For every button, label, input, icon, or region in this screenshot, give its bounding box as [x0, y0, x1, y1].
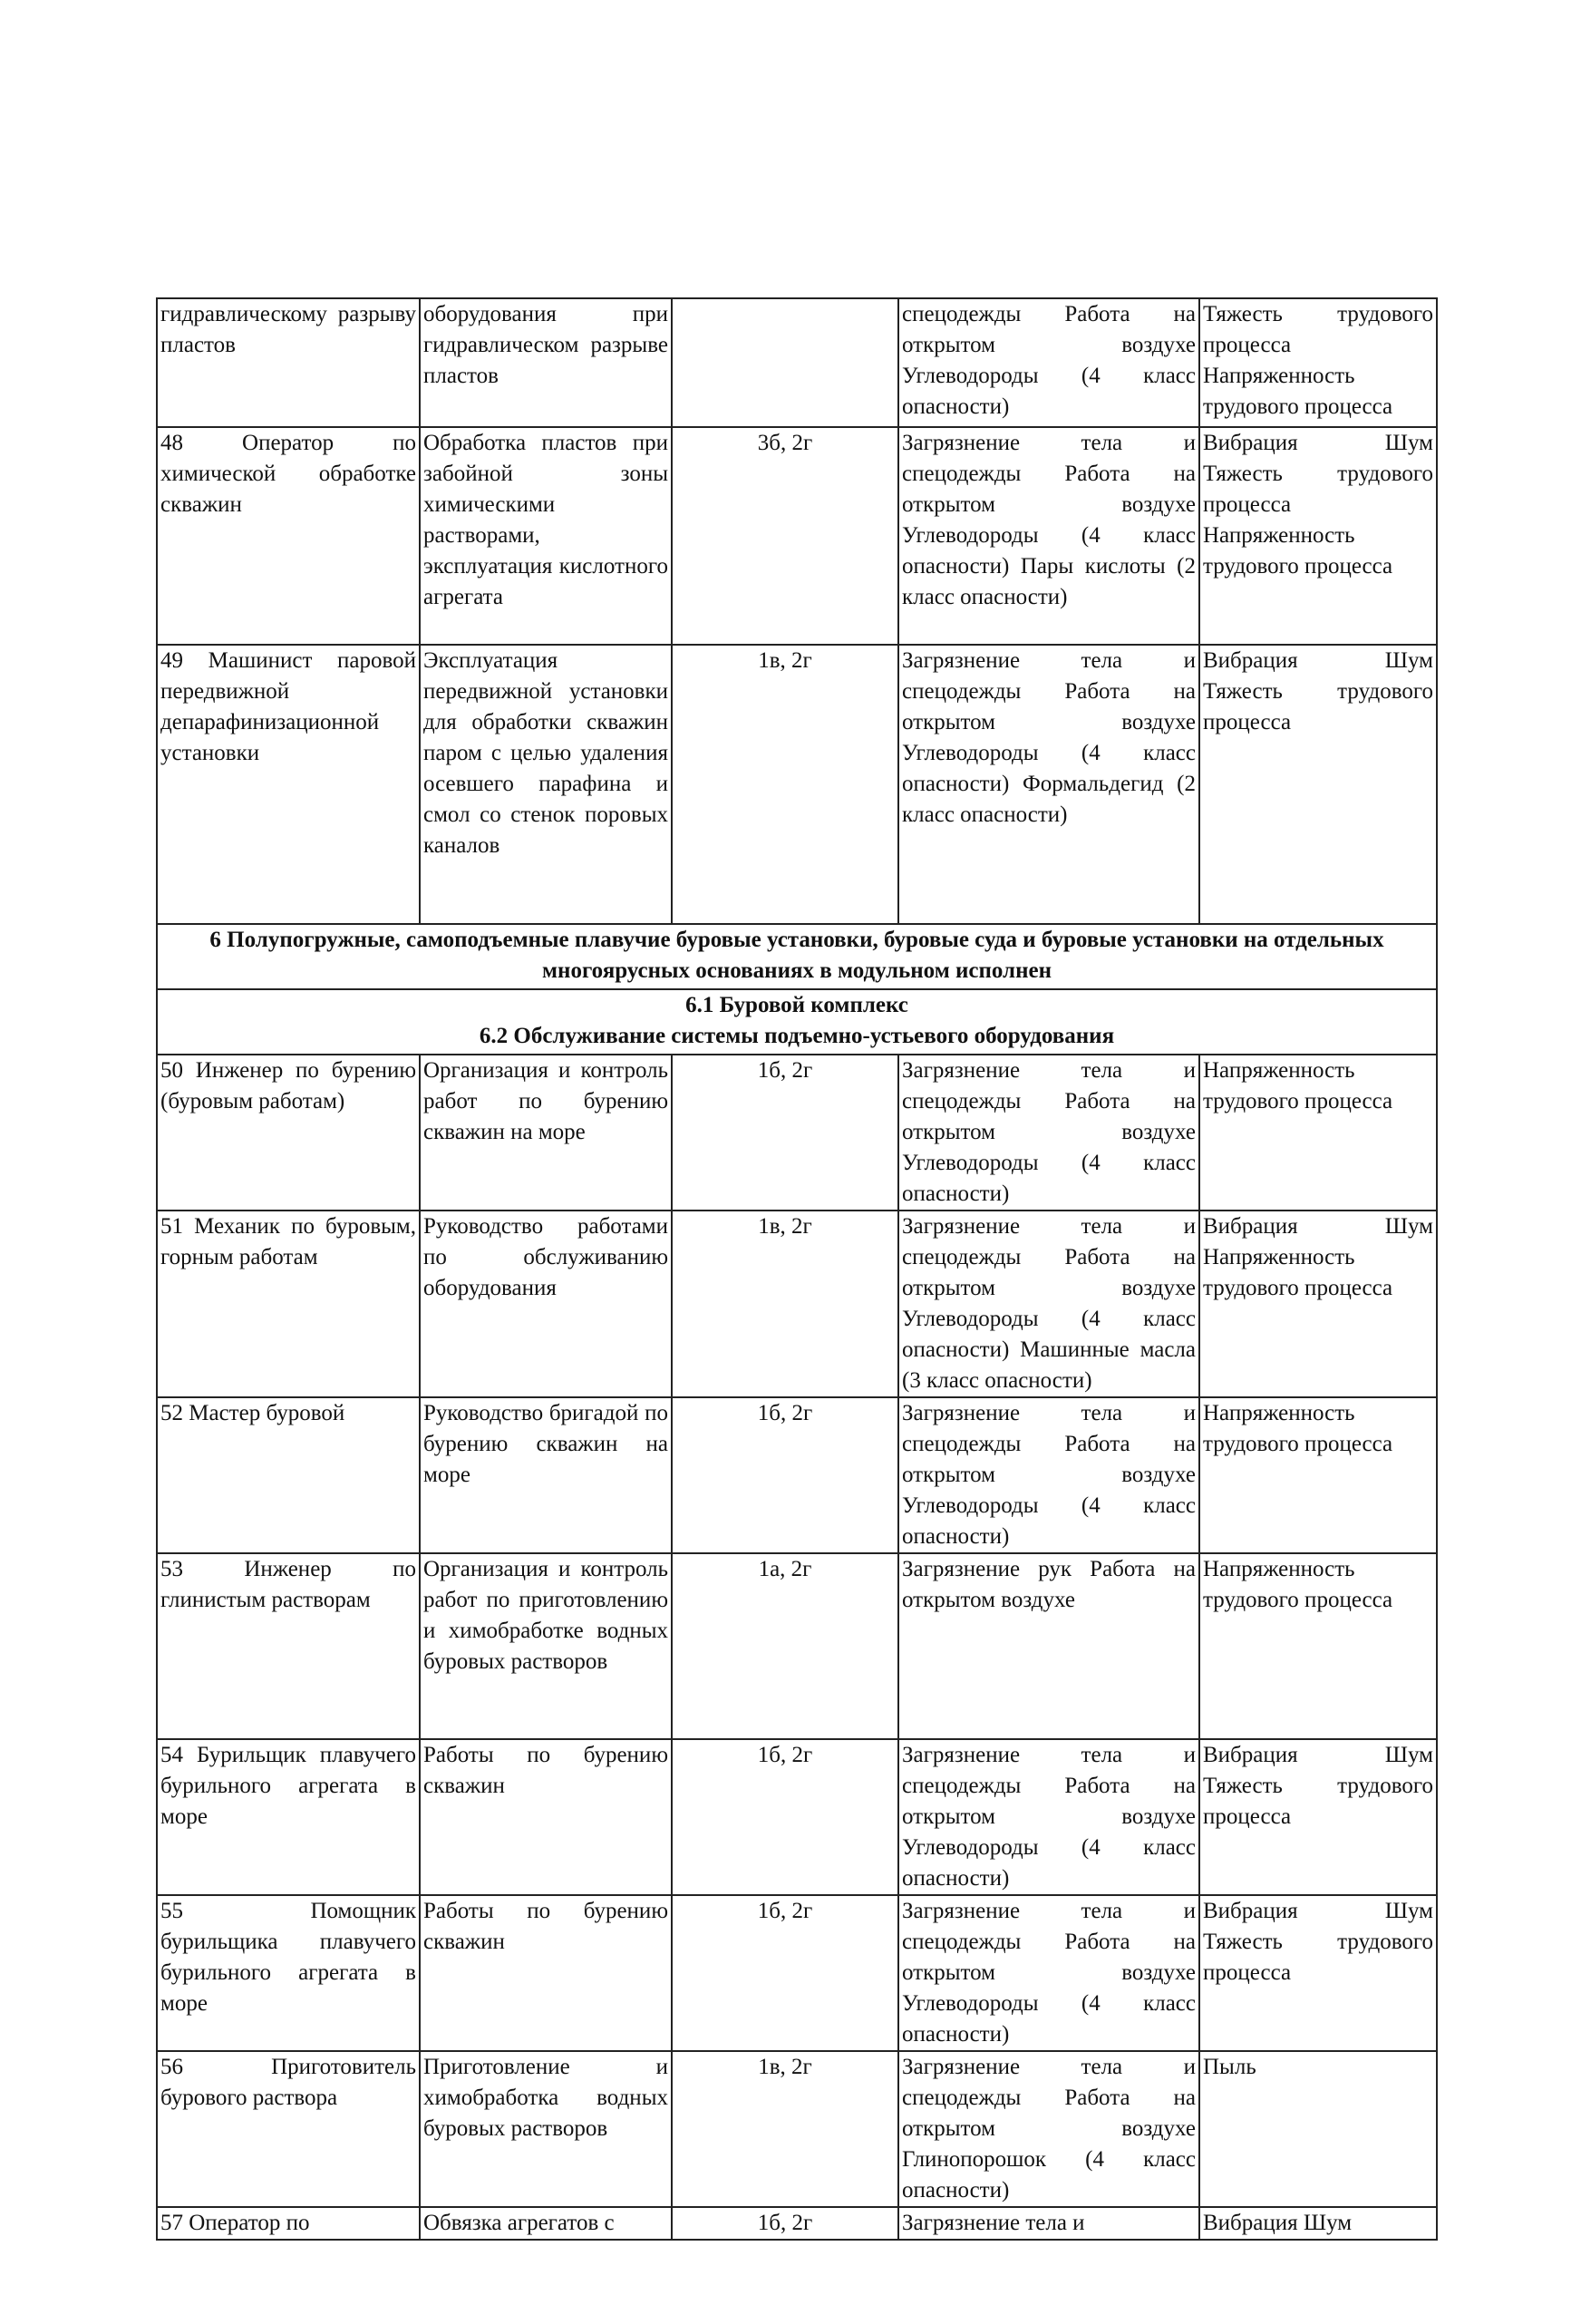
class-cell: 1а, 2г	[672, 1553, 898, 1739]
labor-load-cell: Напряженность трудового процесса	[1199, 1055, 1437, 1211]
labor-load-cell: Вибрация Шум Тяжесть трудового процесса	[1199, 1739, 1437, 1895]
hazard-table	[156, 297, 1438, 2241]
class-cell: 1в, 2г	[672, 1211, 898, 1397]
profession-cell: 56 Приготовитель бурового раствора	[157, 2051, 420, 2207]
work-description-cell: Обработка пластов при забойной зоны химическими растворами, эксплуатация кислотного агрегата	[420, 427, 672, 645]
harmful-factors-cell: Загрязнение тела и спецодежды Работа на открытом воздухе Углеводороды (4 класс опасности) Пары кислоты (2 класс опасности)	[898, 427, 1199, 645]
table-row	[157, 1553, 1437, 1739]
labor-load-cell: Пыль	[1199, 2051, 1437, 2207]
harmful-factors-cell: Загрязнение тела и спецодежды Работа на открытом воздухе Углеводороды (4 класс опасности) Машинные масла (3 класс опасности)	[898, 1211, 1199, 1397]
class-cell: 1в, 2г	[672, 2051, 898, 2207]
section-row	[157, 924, 1437, 989]
section-heading: 6 Полупогружные, самоподъемные плавучие буровые установки, буровые суда и буровые установки на отдельных многоярусных основаниях в модульном исполнен	[157, 924, 1437, 989]
work-description-cell: Приготовление и химобработка водных буровых растворов	[420, 2051, 672, 2207]
work-description-cell: Организация и контроль работ по приготовлению и химобработке водных буровых растворов	[420, 1553, 672, 1739]
labor-load-cell: Вибрация Шум Тяжесть трудового процесса	[1199, 645, 1437, 924]
profession-cell: 51 Механик по буровым, горным работам	[157, 1211, 420, 1397]
work-description-cell: Руководство бригадой по бурению скважин на море	[420, 1397, 672, 1553]
work-description-cell: Обвязка агрегатов с	[420, 2207, 672, 2240]
class-cell: 1б, 2г	[672, 2207, 898, 2240]
harmful-factors-cell: Загрязнение тела и спецодежды Работа на открытом воздухе Углеводороды (4 класс опасности) Формальдегид (2 класс опасности)	[898, 645, 1199, 924]
subsection-headings	[157, 989, 1437, 1055]
work-description-cell: Работы по бурению скважин	[420, 1739, 672, 1895]
subsection-heading-6-2: 6.2 Обслуживание системы подъемно-устьевого оборудования	[479, 1024, 1115, 1048]
profession-cell: 52 Мастер буровой	[157, 1397, 420, 1553]
harmful-factors-cell: Загрязнение тела и	[898, 2207, 1199, 2240]
table-row	[157, 1211, 1437, 1397]
harmful-factors-cell: спецодежды Работа на открытом воздухе Углеводороды (4 класс опасности)	[898, 298, 1199, 427]
labor-load-cell: Вибрация Шум Напряженность трудового процесса	[1199, 1211, 1437, 1397]
table-row	[157, 1397, 1437, 1553]
profession-cell: 55 Помощник бурильщика плавучего бурильного агрегата в море	[157, 1895, 420, 2051]
subsection-row	[157, 989, 1437, 1055]
profession-cell: 49 Машинист паровой передвижной депарафинизационной установки	[157, 645, 420, 924]
table-row	[157, 1895, 1437, 2051]
work-description-cell: Руководство работами по обслуживанию оборудования	[420, 1211, 672, 1397]
class-cell: 1в, 2г	[672, 645, 898, 924]
class-cell: 3б, 2г	[672, 427, 898, 645]
class-cell: 1б, 2г	[672, 1055, 898, 1211]
labor-load-cell: Тяжесть трудового процесса Напряженность трудового процесса	[1199, 298, 1437, 427]
work-description-cell: Работы по бурению скважин	[420, 1895, 672, 2051]
labor-load-cell: Напряженность трудового процесса	[1199, 1397, 1437, 1553]
class-cell: 1б, 2г	[672, 1739, 898, 1895]
profession-cell: 57 Оператор по	[157, 2207, 420, 2240]
harmful-factors-cell: Загрязнение тела и спецодежды Работа на открытом воздухе Углеводороды (4 класс опасности)	[898, 1397, 1199, 1553]
table-row	[157, 427, 1437, 645]
profession-cell: 48 Оператор по химической обработке скважин	[157, 427, 420, 645]
table-row	[157, 298, 1437, 427]
labor-load-cell: Вибрация Шум	[1199, 2207, 1437, 2240]
table-row	[157, 1739, 1437, 1895]
class-cell: 1б, 2г	[672, 1397, 898, 1553]
labor-load-cell: Напряженность трудового процесса	[1199, 1553, 1437, 1739]
table-row	[157, 645, 1437, 924]
harmful-factors-cell: Загрязнение тела и спецодежды Работа на открытом воздухе Углеводороды (4 класс опасности)	[898, 1895, 1199, 2051]
harmful-factors-cell: Загрязнение тела и спецодежды Работа на открытом воздухе Углеводороды (4 класс опасности)	[898, 1739, 1199, 1895]
table-row	[157, 2051, 1437, 2207]
class-cell	[672, 298, 898, 427]
work-description-cell: Организация и контроль работ по бурению скважин на море	[420, 1055, 672, 1211]
work-description-cell: оборудования при гидравлическом разрыве пластов	[420, 298, 672, 427]
harmful-factors-cell: Загрязнение тела и спецодежды Работа на открытом воздухе Углеводороды (4 класс опасности)	[898, 1055, 1199, 1211]
harmful-factors-cell: Загрязнение рук Работа на открытом воздухе	[898, 1553, 1199, 1739]
work-description-cell: Эксплуатация передвижной установки для обработки скважин паром с целью удаления осевшего парафина и смол со стенок поровых каналов	[420, 645, 672, 924]
profession-cell: 54 Бурильщик плавучего бурильного агрегата в море	[157, 1739, 420, 1895]
table-row	[157, 1055, 1437, 1211]
class-cell: 1б, 2г	[672, 1895, 898, 2051]
labor-load-cell: Вибрация Шум Тяжесть трудового процесса	[1199, 1895, 1437, 2051]
table-row	[157, 2207, 1437, 2240]
profession-cell: гидравлическому разрыву пластов	[157, 298, 420, 427]
profession-cell: 53 Инженер по глинистым растворам	[157, 1553, 420, 1739]
labor-load-cell: Вибрация Шум Тяжесть трудового процесса Напряженность трудового процесса	[1199, 427, 1437, 645]
harmful-factors-cell: Загрязнение тела и спецодежды Работа на открытом воздухе Глинопорошок (4 класс опасности)	[898, 2051, 1199, 2207]
profession-cell: 50 Инженер по бурению (буровым работам)	[157, 1055, 420, 1211]
subsection-heading-6-1: 6.1 Буровой комплекс	[685, 993, 908, 1017]
